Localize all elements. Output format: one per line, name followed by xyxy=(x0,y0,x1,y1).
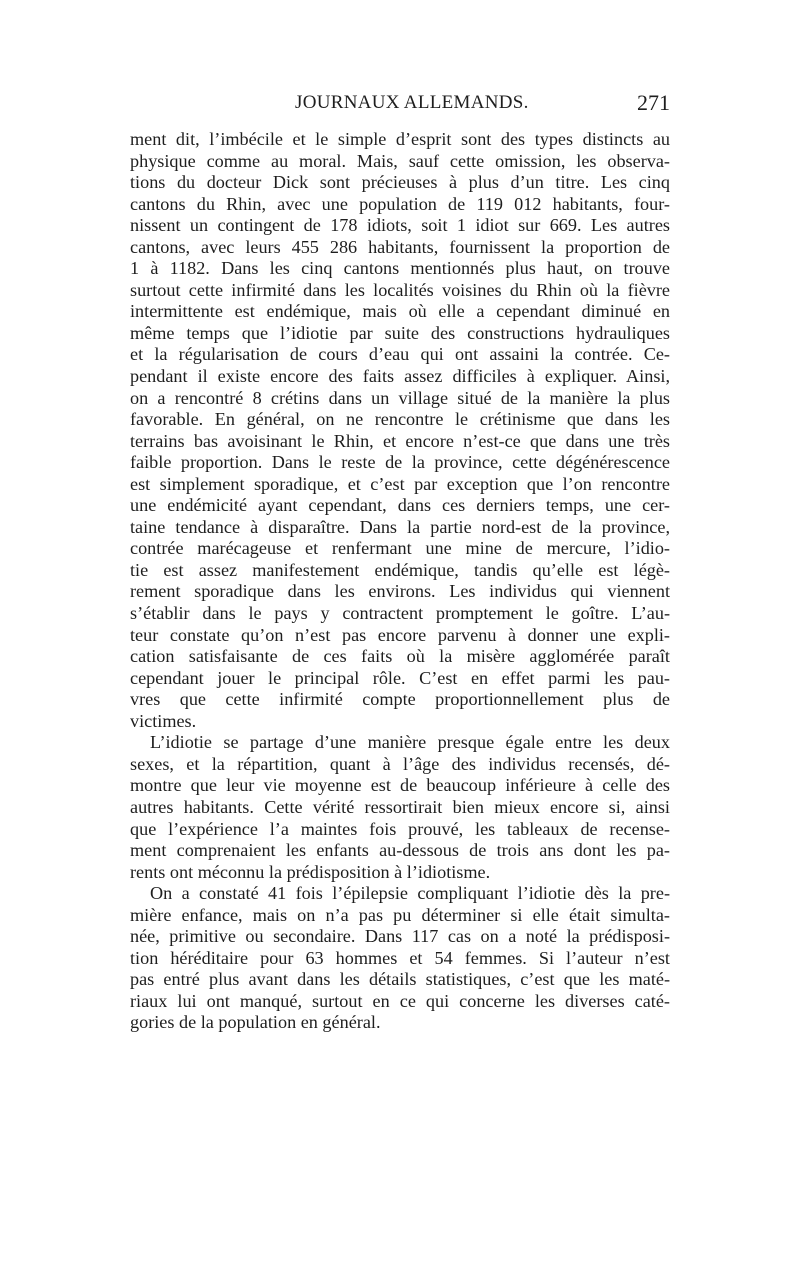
text-line: mière enfance, mais on n’a pas pu déterminer si elle était simulta- xyxy=(130,904,670,925)
paragraph-start-line: On a constaté 41 fois l’épilepsie compliquant l’idiotie dès la pre- xyxy=(150,883,670,904)
text-line: physique comme au moral. Mais, sauf cette omission, les observa- xyxy=(130,150,670,171)
text-line: 1 à 1182. Dans les cinq cantons mentionnés plus haut, on trouve xyxy=(130,258,670,279)
text-line: sexes, et la répartition, quant à l’âge des individus recensés, dé- xyxy=(130,753,670,774)
text-line: on a rencontré 8 crétins dans un village situé de la manière la plus xyxy=(130,387,670,408)
text-line: s’établir dans le pays y contractent promptement le goître. L’au- xyxy=(130,603,670,624)
text-line: tie est assez manifestement endémique, tandis qu’elle est légè- xyxy=(130,559,670,580)
text-line: et la régularisation de cours d’eau qui ont assaini la contrée. Ce- xyxy=(130,344,670,365)
text-line: montre que leur vie moyenne est de beaucoup inférieure à celle des xyxy=(130,775,670,796)
text-line: est simplement sporadique, et c’est par exception que l’on rencontre xyxy=(130,473,670,494)
text-line: surtout cette infirmité dans les localités voisines du Rhin où la fièvre xyxy=(130,279,670,300)
running-title: JOURNAUX ALLEMANDS. xyxy=(295,92,529,113)
text-line: teur constate qu’on n’est pas encore parvenu à donner une expli- xyxy=(130,624,670,645)
running-head xyxy=(130,92,670,120)
text-line: cantons, avec leurs 455 286 habitants, fournissent la proportion de xyxy=(130,236,670,257)
text-line: riaux lui ont manqué, surtout en ce qui concerne les diverses caté- xyxy=(130,990,670,1011)
text-line: tion héréditaire pour 63 hommes et 54 femmes. Si l’auteur n’est xyxy=(130,947,670,968)
text-line: ment dit, l’imbécile et le simple d’esprit sont des types distincts au xyxy=(130,129,670,149)
text-line: autres habitants. Cette vérité ressortirait bien mieux encore si, ainsi xyxy=(130,796,670,817)
paragraph-start-line: L’idiotie se partage d’une manière presque égale entre les deux xyxy=(150,732,670,753)
text-line: cependant jouer le principal rôle. C’est en effet parmi les pau- xyxy=(130,667,670,688)
text-line: faible proportion. Dans le reste de la province, cette dégénérescence xyxy=(130,452,670,473)
paragraph-end-line: rents ont méconnu la prédisposition à l’idiotisme. xyxy=(130,861,491,882)
text-line: née, primitive ou secondaire. Dans 117 cas on a noté la prédisposi- xyxy=(130,926,670,947)
text-line: favorable. En général, on ne rencontre le crétinisme que dans les xyxy=(130,409,670,430)
text-line: vres que cette infirmité compte proportionnellement plus de xyxy=(130,689,670,710)
text-line: cation satisfaisante de ces faits où la misère agglomérée paraît xyxy=(130,646,670,667)
text-line: tions du docteur Dick sont précieuses à plus d’un titre. Les cinq xyxy=(130,172,670,193)
text-line: même temps que l’idiotie par suite des constructions hydrauliques xyxy=(130,322,670,343)
paragraph-end-line: victimes. xyxy=(130,710,197,731)
text-line: taine tendance à disparaître. Dans la partie nord-est de la province, xyxy=(130,516,670,537)
text-line: contrée marécageuse et renfermant une mine de mercure, l’idio- xyxy=(130,538,670,559)
text-line: que l’expérience l’a maintes fois prouvé, les tableaux de recense- xyxy=(130,818,670,839)
text-line: terrains bas avoisinant le Rhin, et encore n’est-ce que dans une très xyxy=(130,430,670,451)
text-line: intermittente est endémique, mais où elle a cependant diminué en xyxy=(130,301,670,322)
text-line: ment comprenaient les enfants au-dessous de trois ans dont les pa- xyxy=(130,840,670,861)
text-line: rement sporadique dans les environs. Les individus qui viennent xyxy=(130,581,670,602)
text-line: pendant il existe encore des faits assez difficiles à expliquer. Ainsi, xyxy=(130,366,670,387)
text-line: cantons du Rhin, avec une population de 119 012 habitants, four- xyxy=(130,193,670,214)
text-line: nissent un contingent de 178 idiots, soit 1 idiot sur 669. Les autres xyxy=(130,215,670,236)
page-number: 271 xyxy=(637,90,670,115)
text-line: une endémicité ayant cependant, dans ces derniers temps, une cer- xyxy=(130,495,670,516)
paragraph-end-line: gories de la population en général. xyxy=(130,1012,381,1033)
text-line: pas entré plus avant dans les détails statistiques, c’est que les maté- xyxy=(130,969,670,990)
body-text xyxy=(130,129,670,1034)
